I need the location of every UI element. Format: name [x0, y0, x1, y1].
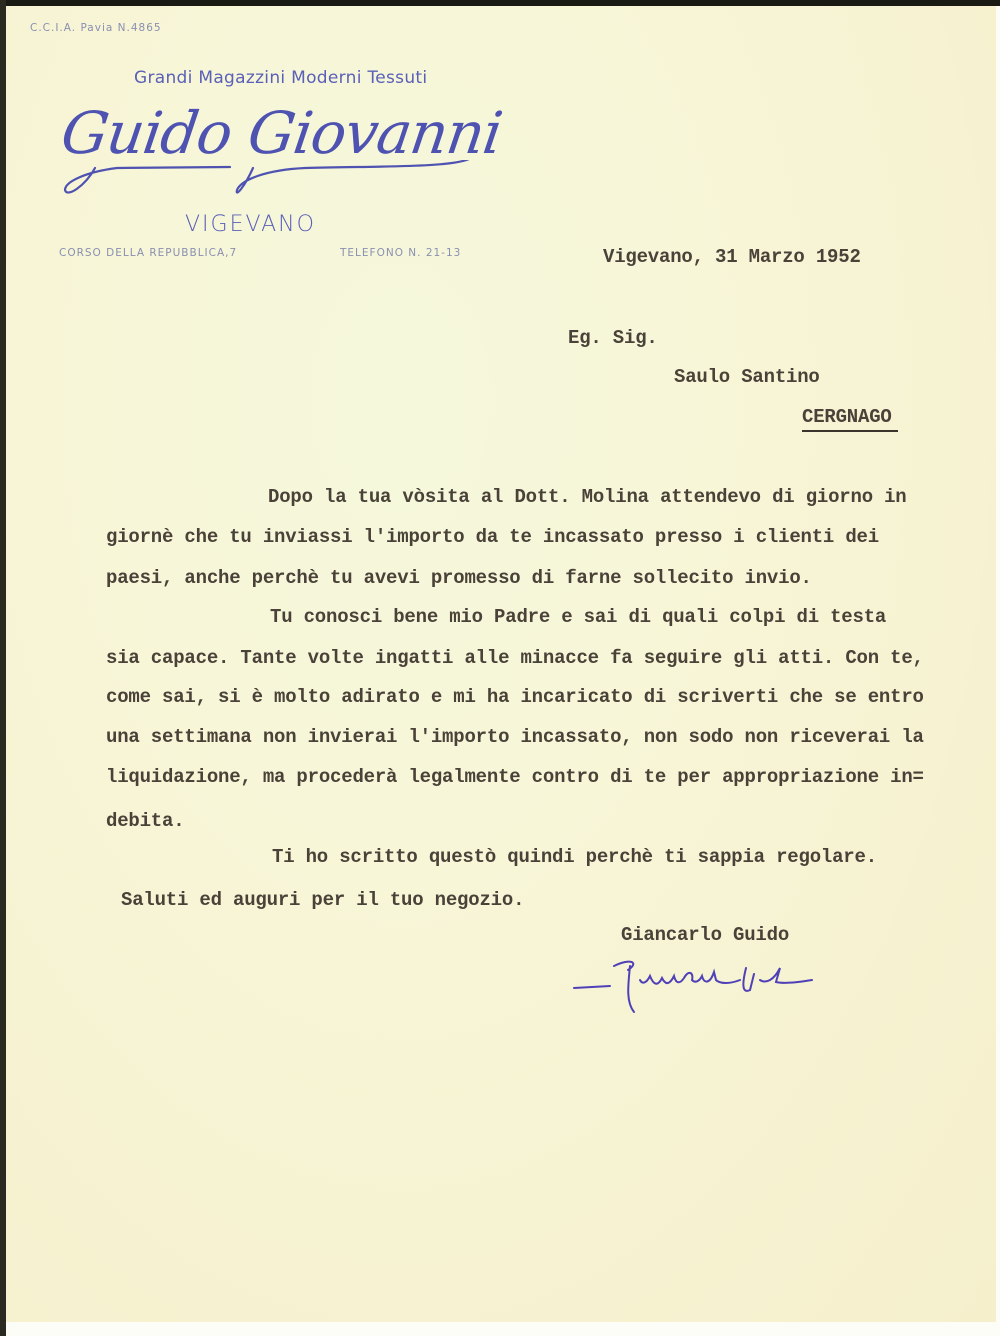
- closing-name: Giancarlo Guido: [621, 924, 790, 946]
- body-line: sia capace. Tante volte ingatti alle minacce fa seguire gli atti. Con te,: [106, 647, 924, 669]
- body-line: una settimana non invierai l'importo incassato, non sodo non riceverai la: [106, 726, 924, 748]
- body-line: Tu conosci bene mio Padre e sai di quali colpi di testa: [270, 606, 887, 628]
- body-line: Dopo la tua vòsita al Dott. Molina attendevo di giorno in: [268, 486, 907, 508]
- body-line: Ti ho scritto questò quindi perchè ti sappia regolare.: [272, 846, 877, 868]
- recipient-name: Saulo Santino: [674, 366, 820, 388]
- date-line: Vigevano, 31 Marzo 1952: [603, 246, 861, 268]
- handwritten-signature: [570, 950, 820, 1020]
- recipient-place: CERGNAGO: [802, 406, 898, 432]
- letterhead-phone: TELEFONO N. 21-13: [340, 247, 462, 259]
- letterhead-city: VIGEVANO: [185, 212, 316, 237]
- body-line: come sai, si è molto adirato e mi ha incaricato di scriverti che se entro: [106, 686, 924, 708]
- company-logo-underline: [55, 160, 495, 200]
- recipient-salutation: Eg. Sig.: [568, 327, 658, 349]
- body-line: Saluti ed auguri per il tuo negozio.: [121, 889, 525, 911]
- registration-number: C.C.I.A. Pavia N.4865: [30, 22, 162, 34]
- letterhead-tagline: Grandi Magazzini Moderni Tessuti: [134, 68, 428, 88]
- body-line: debita.: [106, 810, 185, 832]
- body-line: paesi, anche perchè tu avevi promesso di farne sollecito invio.: [106, 567, 812, 589]
- company-logo-text: Guido Giovanni: [57, 99, 506, 167]
- body-line: giornè che tu inviassi l'importo da te incassato presso i clienti dei: [106, 526, 879, 548]
- body-line: liquidazione, ma procederà legalmente contro di te per appropriazione in=: [106, 766, 924, 788]
- letterhead-address: CORSO DELLA REPUBBLICA,7: [59, 247, 238, 259]
